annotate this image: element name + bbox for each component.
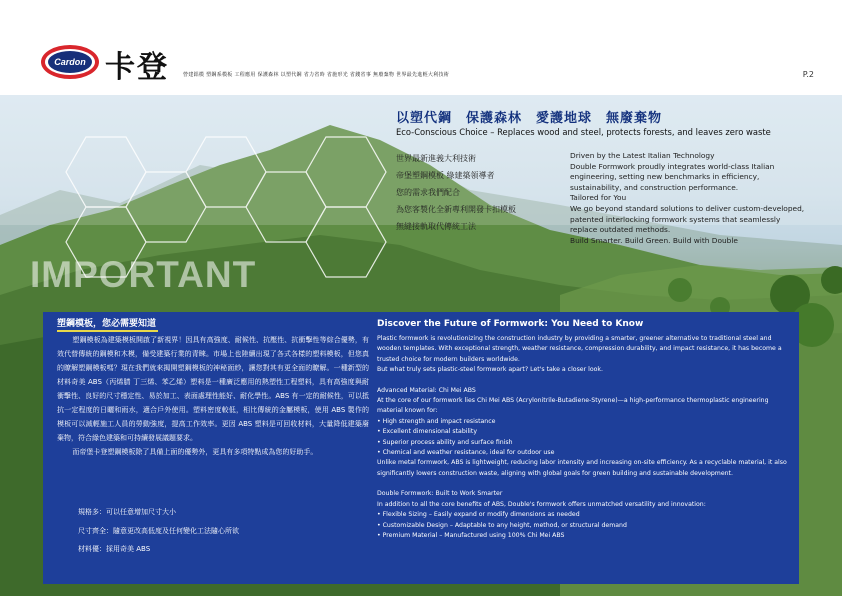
spec-item: 尺寸齊全：隨意更改高低度及任何變化工法隨心所欲 (78, 526, 239, 535)
panel-title-chinese: 塑鋼模板，您必需要知道 (57, 316, 156, 329)
features-english (570, 151, 805, 246)
en-list-item: • Superior process ability and surface finish (377, 438, 513, 446)
spec-item: 材料優：採用奇美 ABS (78, 545, 151, 553)
en-paragraph: In addition to all the core benefits of ABS, Double's formwork offers unmatched versatility and innovation: (377, 500, 706, 508)
feature-en-heading: Tailored for You (570, 193, 627, 203)
header (0, 0, 842, 95)
feature-en-slogan: Build Smarter. Build Green. Build with Double (570, 235, 738, 245)
feature-cn-line: 無縫接軌取代傳統工法 (396, 222, 476, 231)
tagline-chinese: 以塑代鋼 保護森林 愛護地球 無廢棄物 (396, 111, 663, 126)
logo-text: Cardon (54, 57, 86, 67)
en-list-item: • Customizable Design – Adaptable to any height, method, or structural demand (377, 521, 627, 529)
cardon-logo (40, 44, 100, 80)
en-list-item: • Flexible Sizing – Easily expand or modify dimensions as needed (377, 511, 580, 519)
english-column (377, 319, 789, 541)
en-section-heading: Advanced Material: Chi Mei ABS (377, 386, 476, 394)
en-paragraph: Plastic formwork is revolutionizing the construction industry by providing a smarter, greener alternative to traditional steel and wooden templates. With exceptional strength, weather resistance, compression durability, and impact resistance, it has become a trusted choice for modern builders worldwide. (377, 335, 782, 363)
english-title: Discover the Future of Formwork: You Need to Know (377, 319, 644, 329)
body-chinese (57, 333, 369, 459)
header-nav: 營建鋁模 塑鋼系模板 工程應用 保護森林 以塑代鋼 省力省時 省施形光 省錢省事 無廢棄物 世界最先進輕大利技術 (183, 72, 450, 78)
en-paragraph: At the core of our formwork lies Chi Mei ABS (Acrylonitrile-Butadiene-Styrene)—a high-performance thermoplastic engineering material known for: (377, 397, 769, 415)
spec-list (78, 503, 239, 559)
en-paragraph: Unlike metal formwork, ABS is lightweight, reducing labor intensity and increasing on-site efficiency. As a recyclable material, it also significantly lowers construction waste, aligning with global goals for green building and sustainable development. (377, 459, 787, 477)
feature-en-text: We go beyond standard solutions to deliver custom-developed, patented interlocking formwork systems that seamlessly replace outdated methods. (570, 203, 805, 235)
features-chinese (396, 150, 516, 235)
feature-en-heading: Driven by the Latest Italian Technology (570, 151, 715, 160)
en-list-item: • Premium Material – Manufactured using 100% Chi Mei ABS (377, 531, 565, 539)
brand-name: 卡登 (105, 50, 169, 85)
important-watermark: IMPORTANT (30, 254, 257, 295)
feature-cn-line: 您的需求我們配合 (396, 188, 460, 197)
spec-item: 規格多：可以任意增加尺寸大小 (78, 508, 176, 516)
en-list-item: • High strength and impact resistance (377, 417, 496, 425)
en-paragraph: But what truly sets plastic-steel formwork apart? Let's take a closer look. (377, 366, 603, 374)
tagline-english: Eco-Conscious Choice – Replaces wood and steel, protects forests, and leaves zero waste (396, 127, 771, 137)
en-section-heading: Double Formwork: Built to Work Smarter (377, 490, 503, 498)
en-list-item: • Chemical and weather resistance, ideal for outdoor use (377, 449, 555, 457)
body-cn-paragraph: 塑鋼模板為建築模板開啟了新視界！因具有高強度、耐候性、抗壓性、抗衝擊性等綜合優勢，有效代替傳統的鋼模和木模，備受建築行業的青睞。市場上也陸續出現了各式各樣的塑料模板，但您真的瞭解塑鋼模板嗎？現在我們就來揭開塑鋼模板的神秘面紗，讓您對其有更全面的瞭解。一種新型的材料奇美 ABS（丙烯腈 丁三烯、苯乙烯）塑料是一種廣泛應用的熱塑性工程塑料，具有高強度與耐衝擊性、良好的尺寸穩定性、易於加工、表面處理性能好、耐化學性。ABS 有一定的耐候性，可以抵抗一定程度的日曬和雨水，適合戶外使用。塑料密度較低，相比傳統的金屬模板，使用 ABS 製作的模板可以減輕施工人員的勞動強度，提高工作效率。更因 ABS 塑料是可回收材料，大量降低建築廢棄物，符合綠色建築和可持續發展議題要求。 (57, 336, 369, 442)
page-number: P.2 (802, 70, 814, 79)
feature-cn-line: 帝堡塑鋼模板 綠建築領導者 (396, 171, 495, 180)
info-panel (43, 312, 799, 584)
feature-cn-line: 為您客製化全新專利開發卡扣模板 (396, 205, 516, 214)
body-cn-paragraph: 而帝堡卡登塑鋼模板除了具備上面的優勢外，更具有多項特點成為您的好助手。 (72, 448, 318, 456)
feature-en-text: Double Formwork proudly integrates world-class Italian engineering, setting new benchmarks in efficiency, sustainability, and construction performance. (570, 161, 775, 192)
feature-cn-line: 世界最新進義大利技術 (396, 154, 476, 163)
en-list-item: • Excellent dimensional stability (377, 428, 477, 436)
